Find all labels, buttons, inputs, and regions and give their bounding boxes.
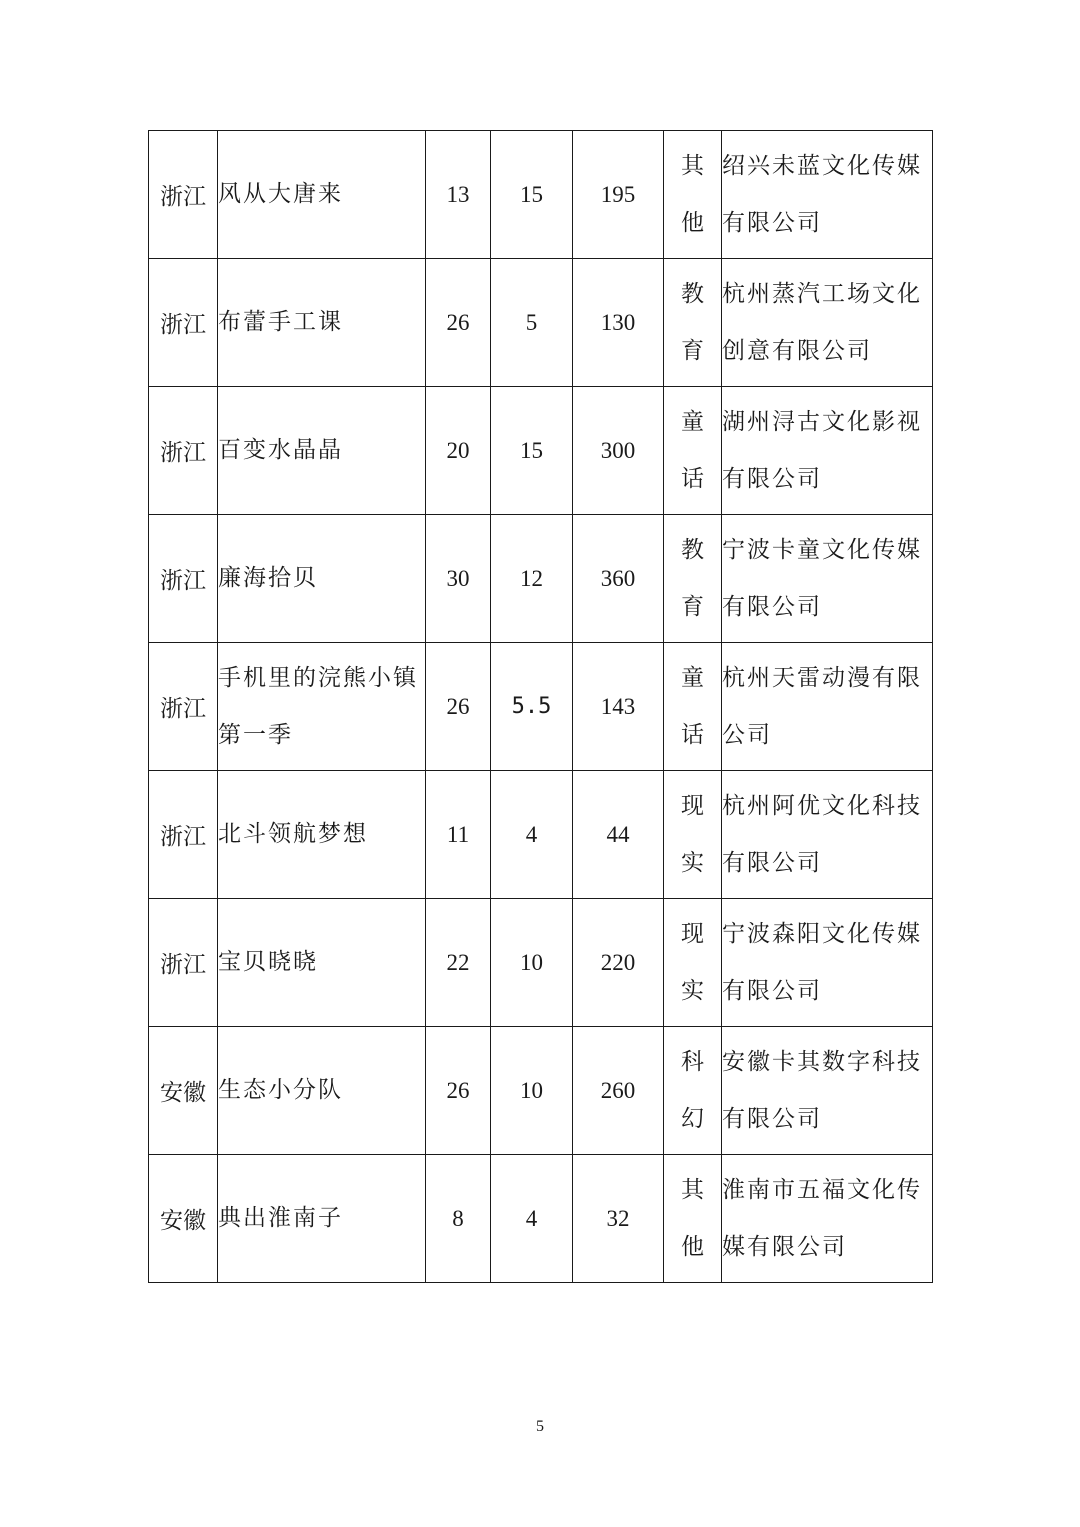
- table-row: [149, 1027, 933, 1155]
- total-minutes-cell: 32: [573, 1155, 664, 1283]
- genre-char: 实: [681, 849, 704, 876]
- genre-char: 科: [681, 1048, 704, 1075]
- province-cell: 浙江: [149, 643, 218, 771]
- genre-char: 育: [681, 337, 704, 364]
- episodes-cell: 30: [426, 515, 491, 643]
- minutes-cell: 4: [491, 1155, 573, 1283]
- genre-cell: [664, 643, 722, 771]
- genre-char: 他: [681, 1233, 704, 1260]
- episodes-cell: 26: [426, 1027, 491, 1155]
- title-cell: 生态小分队: [218, 1027, 426, 1155]
- total-minutes-cell: 300: [573, 387, 664, 515]
- table-row: [149, 387, 933, 515]
- genre-char: 他: [681, 209, 704, 236]
- minutes-cell: 15: [491, 387, 573, 515]
- episodes-cell: 22: [426, 899, 491, 1027]
- company-cell: 湖州浔古文化影视有限公司: [722, 387, 933, 515]
- total-minutes-cell: 260: [573, 1027, 664, 1155]
- total-minutes-cell: 360: [573, 515, 664, 643]
- company-cell: 宁波森阳文化传媒有限公司: [722, 899, 933, 1027]
- genre-cell: [664, 515, 722, 643]
- genre-cell: [664, 1155, 722, 1283]
- genre-char: 其: [681, 152, 704, 179]
- genre-char: 现: [681, 920, 704, 947]
- province-cell: 浙江: [149, 387, 218, 515]
- title-cell: 百变水晶晶: [218, 387, 426, 515]
- genre-char: 教: [681, 280, 704, 307]
- genre-char: 童: [681, 664, 704, 691]
- table-row: [149, 643, 933, 771]
- company-cell: 杭州蒸汽工场文化创意有限公司: [722, 259, 933, 387]
- minutes-cell: 10: [491, 899, 573, 1027]
- total-minutes-cell: 44: [573, 771, 664, 899]
- genre-cell: [664, 771, 722, 899]
- total-minutes-cell: 130: [573, 259, 664, 387]
- title-cell: 风从大唐来: [218, 131, 426, 259]
- company-cell: 安徽卡其数字科技有限公司: [722, 1027, 933, 1155]
- minutes-cell: 5: [491, 259, 573, 387]
- table-row: [149, 1155, 933, 1283]
- table-row: [149, 771, 933, 899]
- company-cell: 杭州天雷动漫有限公司: [722, 643, 933, 771]
- minutes-cell: 12: [491, 515, 573, 643]
- province-cell: 浙江: [149, 131, 218, 259]
- table-row: [149, 515, 933, 643]
- table-row: [149, 131, 933, 259]
- title-cell: 北斗领航梦想: [218, 771, 426, 899]
- province-cell: 浙江: [149, 899, 218, 1027]
- genre-cell: [664, 899, 722, 1027]
- genre-char: 教: [681, 536, 704, 563]
- genre-char: 实: [681, 977, 704, 1004]
- title-cell: 廉海拾贝: [218, 515, 426, 643]
- table-row: [149, 259, 933, 387]
- province-cell: 浙江: [149, 515, 218, 643]
- episodes-cell: 26: [426, 259, 491, 387]
- genre-char: 育: [681, 593, 704, 620]
- title-cell: 宝贝晓晓: [218, 899, 426, 1027]
- minutes-cell: 5.5: [491, 643, 573, 771]
- genre-char: 话: [681, 465, 704, 492]
- company-cell: 宁波卡童文化传媒有限公司: [722, 515, 933, 643]
- total-minutes-cell: 220: [573, 899, 664, 1027]
- genre-cell: [664, 387, 722, 515]
- province-cell: 安徽: [149, 1027, 218, 1155]
- genre-cell: [664, 259, 722, 387]
- genre-cell: [664, 1027, 722, 1155]
- table-row: [149, 899, 933, 1027]
- total-minutes-cell: 143: [573, 643, 664, 771]
- company-cell: 绍兴未蓝文化传媒有限公司: [722, 131, 933, 259]
- genre-char: 童: [681, 408, 704, 435]
- genre-char: 现: [681, 792, 704, 819]
- province-cell: 浙江: [149, 259, 218, 387]
- title-cell: 手机里的浣熊小镇第一季: [218, 643, 426, 771]
- title-cell: 典出淮南子: [218, 1155, 426, 1283]
- company-cell: 杭州阿优文化科技有限公司: [722, 771, 933, 899]
- genre-char: 幻: [681, 1105, 704, 1132]
- episodes-cell: 20: [426, 387, 491, 515]
- province-cell: 安徽: [149, 1155, 218, 1283]
- episodes-cell: 8: [426, 1155, 491, 1283]
- genre-cell: [664, 131, 722, 259]
- genre-char: 话: [681, 721, 704, 748]
- minutes-cell: 15: [491, 131, 573, 259]
- company-cell: 淮南市五福文化传媒有限公司: [722, 1155, 933, 1283]
- episodes-cell: 26: [426, 643, 491, 771]
- genre-char: 其: [681, 1176, 704, 1203]
- animation-listing-table: [148, 130, 933, 1283]
- province-cell: 浙江: [149, 771, 218, 899]
- episodes-cell: 13: [426, 131, 491, 259]
- page-number: 5: [536, 1418, 544, 1435]
- minutes-cell: 4: [491, 771, 573, 899]
- episodes-cell: 11: [426, 771, 491, 899]
- total-minutes-cell: 195: [573, 131, 664, 259]
- minutes-cell: 10: [491, 1027, 573, 1155]
- table-body: [149, 131, 933, 1283]
- title-cell: 布蕾手工课: [218, 259, 426, 387]
